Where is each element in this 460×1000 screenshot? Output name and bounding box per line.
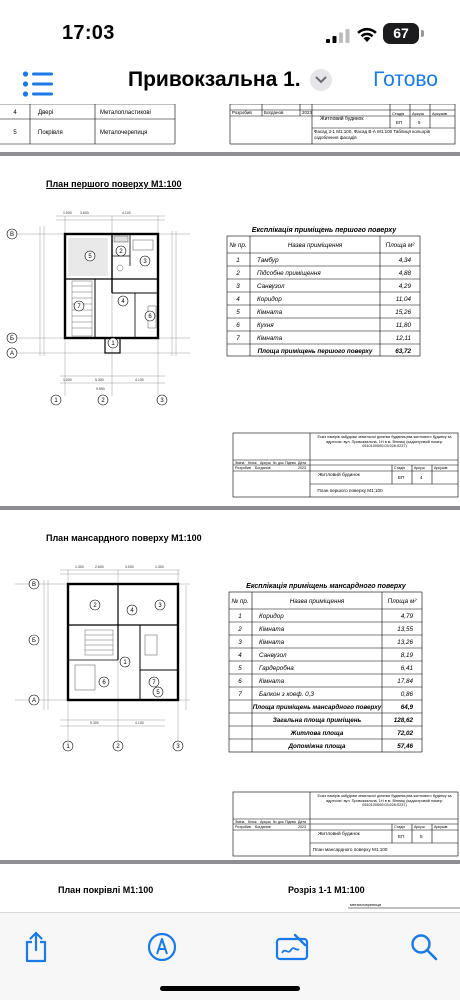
- attic-stamp-col-sheets: Аркушів: [434, 825, 448, 829]
- first-table-row-3-area: 4,29: [398, 283, 411, 290]
- attic-stamp-col-5: Дата: [298, 820, 306, 824]
- attic-stamp-sheet: 5: [420, 834, 423, 839]
- first-stamp-object: Житловий будинок: [318, 473, 360, 478]
- attic-total-0-label: Площа приміщень мансардного поверху: [252, 704, 382, 711]
- first-stamp-sheet-title: План першого поверху М1:100: [317, 488, 383, 493]
- first-table-row-6-no: 6: [236, 322, 240, 329]
- cellular-signal-icon: [326, 29, 350, 43]
- first-table-row-3-no: 3: [236, 283, 240, 290]
- strip-col-sheets: Аркушів: [432, 111, 447, 116]
- first-table-row-6-area: 11,80: [395, 322, 411, 329]
- room-6-marker: 6: [148, 314, 152, 320]
- svg-text:4.100: 4.100: [135, 721, 144, 725]
- attic-row-3-area: 13,26: [397, 639, 413, 646]
- attic-stamp-stage: ЕП: [398, 834, 405, 839]
- axis-v-3: А: [9, 351, 15, 357]
- attic-stamp-col-4: Підпис: [285, 820, 297, 824]
- first-table-h-no: № пр.: [229, 242, 247, 249]
- first-table-total-value: 63,72: [395, 348, 411, 355]
- attic-stamp-col-stage: Стадія: [394, 825, 406, 829]
- first-table-row-6-name: Кухня: [257, 322, 274, 329]
- attic-room-4-marker: 4: [130, 608, 134, 614]
- home-indicator: [160, 986, 300, 991]
- attic-row-7-no: 7: [238, 691, 242, 698]
- attic-stamp-role: Розробив: [235, 825, 251, 829]
- attic-room-7-marker: 7: [152, 680, 156, 686]
- axis-h-2: 2: [101, 398, 105, 404]
- strip-stage: ЕП: [396, 120, 403, 125]
- attic-table-h-area: Площа м²: [387, 598, 417, 605]
- list-icon[interactable]: [22, 70, 54, 98]
- battery-indicator: 67: [383, 23, 419, 44]
- attic-stamp-col-0: Зміна: [235, 820, 245, 824]
- page-first-floor: [0, 156, 460, 506]
- document-title-button[interactable]: [128, 68, 332, 92]
- attic-stamp-object: Житловий будинок: [318, 832, 360, 837]
- attic-row-1-name: Коридор: [259, 613, 284, 620]
- attic-room-3-marker: 3: [158, 603, 162, 609]
- attic-row-3-name: Кімната: [259, 639, 285, 646]
- attic-row-2-no: 2: [238, 626, 242, 633]
- first-stamp-role: Розробив: [235, 466, 251, 470]
- axis-h-3: 3: [160, 398, 164, 404]
- first-table-row-2-name: Підсобне приміщення: [257, 270, 321, 277]
- strip-sheet: 5: [418, 120, 421, 125]
- attic-table-h-no: № пр.: [231, 598, 249, 605]
- svg-text:4.100: 4.100: [122, 211, 131, 215]
- svg-text:4.100: 4.100: [135, 378, 144, 382]
- first-table-row-4-name: Коридор: [257, 296, 282, 303]
- attic-total-1-label: Загальна площа приміщень: [272, 717, 362, 724]
- first-table-row-1-no: 1: [236, 257, 240, 264]
- page-attic-floor: [0, 510, 460, 860]
- first-stamp-col-2: Аркуш: [260, 461, 271, 465]
- first-stamp-col-1: Кільк.: [248, 461, 258, 465]
- attic-stamp-col-2: Аркуш: [260, 820, 271, 824]
- room-1-marker: 1: [111, 341, 115, 347]
- attic-total-0-value: 64,9: [400, 704, 413, 711]
- strip-name: Богданов: [264, 110, 284, 115]
- room-4-marker: 4: [121, 299, 125, 305]
- attic-stamp-col-3: № док.: [273, 820, 285, 824]
- attic-stamp-col-1: Кільк.: [248, 820, 258, 824]
- attic-row-4-area: 8,19: [400, 652, 413, 659]
- first-table-row-5-no: 5: [236, 309, 240, 316]
- attic-room-1-marker: 1: [123, 660, 127, 666]
- attic-row-2-area: 13,55: [397, 626, 413, 633]
- strip-row-4-no: 4: [13, 110, 17, 116]
- attic-table-title: Експлікація приміщень мансардного поверху: [246, 583, 406, 590]
- first-table-row-3-name: Санвузол: [257, 283, 285, 290]
- first-table-row-7-no: 7: [236, 335, 240, 342]
- attic-row-5-no: 5: [238, 665, 242, 672]
- first-table-row-1-area: 4,34: [398, 257, 411, 264]
- first-floor-explication-table: [227, 226, 420, 356]
- first-table-row-7-name: Кімната: [257, 335, 283, 342]
- first-floor-plan-title: План першого поверху М1:100: [46, 179, 182, 189]
- first-table-row-2-no: 2: [236, 270, 240, 277]
- attic-stamp-year: 2023: [298, 825, 306, 829]
- attic-stamp-name: Богданов: [255, 825, 271, 829]
- strip-sheet-title: Фасад 3-1 М1:100, Фасад В-А М1:100 Таблиця кольорів оздоблення фасадів: [314, 129, 430, 140]
- svg-text:3.600: 3.600: [80, 211, 89, 215]
- roof-section-sheet: [0, 864, 460, 912]
- search-icon: [410, 933, 438, 961]
- svg-text:1.000: 1.000: [63, 378, 72, 382]
- markup-button[interactable]: [142, 927, 182, 967]
- first-stamp-col-5: Дата: [298, 461, 306, 465]
- attic-row-4-name: Санвузол: [259, 652, 287, 659]
- attic-row-6-no: 6: [238, 678, 242, 685]
- svg-text:1.000: 1.000: [63, 211, 72, 215]
- first-stamp-col-0: Зміна: [235, 461, 245, 465]
- document-title: Привокзальна 1.: [128, 68, 301, 91]
- first-table-row-4-no: 4: [236, 296, 240, 303]
- attic-row-1-no: 1: [238, 613, 242, 620]
- document-viewer[interactable]: [0, 104, 460, 912]
- status-time: 17:03: [62, 22, 115, 44]
- room-5-marker: 5: [88, 254, 92, 260]
- markup-pen-icon: [147, 932, 177, 962]
- first-stamp-col-stage: Стадія: [394, 466, 406, 470]
- svg-text:3.000: 3.000: [125, 565, 134, 569]
- room-3-marker: 3: [143, 259, 147, 265]
- first-table-h-name: Назва приміщення: [287, 242, 343, 249]
- room-2-marker: 2: [119, 249, 123, 255]
- attic-row-5-area: 6,41: [400, 665, 413, 672]
- axis-v-1: В: [9, 232, 15, 238]
- attic-axis-v-2: Б: [32, 638, 36, 644]
- first-stamp-sheet: 4: [420, 475, 423, 480]
- first-table-total-label: Площа приміщень першого поверху: [257, 348, 373, 355]
- first-stamp-description: Ескіз намірів забудови земельної ділянки будівництва житлового будинку за адресою: вул. Привокзальна, 1Н в м. Вінниці (кадастровий номер: 0510100000:03:026:0237): [317, 435, 452, 449]
- attic-title-block: [233, 792, 458, 856]
- attic-row-6-name: Кімната: [259, 678, 285, 685]
- attic-room-5-marker: 5: [156, 690, 160, 696]
- svg-text:5.300: 5.300: [95, 378, 104, 382]
- roof-material-note: металочерепиця: [350, 902, 381, 907]
- attic-axis-h-3: 3: [176, 744, 180, 750]
- attic-plan-drawing: [15, 565, 190, 751]
- svg-text:1.300: 1.300: [75, 565, 84, 569]
- navigation-bar: [0, 56, 460, 106]
- status-bar: [0, 0, 460, 56]
- attic-total-3-label: Допоміжна площа: [288, 743, 346, 750]
- attic-row-4-no: 4: [238, 652, 242, 659]
- first-stamp-year: 2023: [298, 466, 306, 470]
- attic-row-7-name: Балкон з коеф. 0,3: [259, 691, 314, 698]
- first-table-row-5-area: 15,26: [395, 309, 411, 316]
- strip-row-4-name: Двері: [38, 110, 54, 116]
- first-table-row-2-area: 4,88: [398, 270, 411, 277]
- first-stamp-name: Богданов: [255, 466, 271, 470]
- attic-floor-sheet: [0, 510, 460, 860]
- attic-row-5-name: Гардеробна: [259, 665, 294, 672]
- first-table-row-1-name: Тамбур: [257, 257, 279, 264]
- strip-row-5-name: Покрівля: [38, 130, 63, 136]
- first-stamp-col-sheets: Аркушів: [434, 466, 448, 470]
- first-stamp-col-3: № док.: [273, 461, 285, 465]
- attic-total-3-value: 57,46: [397, 743, 413, 750]
- page-fragment-top: [0, 104, 460, 152]
- first-table-h-area: Площа м²: [385, 242, 415, 249]
- attic-row-6-area: 17,84: [397, 678, 413, 685]
- attic-row-1-area: 4,79: [400, 613, 413, 620]
- strip-row-4-material: Металопластикові: [100, 110, 151, 116]
- room-7-marker: 7: [77, 304, 81, 310]
- chevron-down-icon[interactable]: [310, 69, 332, 91]
- roof-plan-title: План покрівлі М1:100: [58, 885, 154, 895]
- attic-room-2-marker: 2: [93, 603, 97, 609]
- signature-button[interactable]: [272, 927, 312, 967]
- first-stamp-col-sheet: Аркуш: [414, 466, 425, 470]
- strip-object: Житловий будинок: [320, 116, 364, 122]
- strip-col-sheet: Аркуш: [412, 111, 424, 116]
- strip-role: Розробив: [232, 110, 252, 115]
- done-button[interactable]: Готово: [373, 68, 438, 91]
- attic-total-1-value: 128,62: [393, 717, 413, 724]
- strip-row-5-material: Металочерепиця: [100, 130, 148, 136]
- first-table-row-7-area: 12,11: [395, 335, 411, 342]
- svg-text:9.550: 9.550: [96, 387, 105, 391]
- axis-v-2: Б: [10, 336, 14, 342]
- facade-sheet-stamp: [0, 104, 460, 152]
- first-floor-title-block: [233, 433, 458, 497]
- share-button[interactable]: [16, 927, 56, 967]
- attic-axis-h-2: 2: [116, 744, 120, 750]
- first-table-row-5-name: Кімната: [257, 309, 283, 316]
- first-table-row-4-area: 11,04: [395, 296, 411, 303]
- attic-row-7-area: 0,86: [400, 691, 413, 698]
- first-stamp-col-4: Підпис: [285, 461, 297, 465]
- attic-axis-v-1: В: [31, 582, 37, 588]
- axis-h-1: 1: [54, 398, 58, 404]
- attic-room-6-marker: 6: [102, 680, 106, 686]
- signature-icon: [275, 933, 309, 961]
- attic-table-h-name: Назва приміщення: [289, 598, 345, 605]
- strip-row-5-no: 5: [13, 130, 17, 136]
- attic-plan-title: План мансардного поверху М1:100: [46, 533, 202, 543]
- attic-stamp-sheet-title: План мансардного поверху М1:100: [312, 847, 388, 852]
- share-icon: [23, 931, 49, 963]
- attic-axis-v-3: А: [31, 698, 37, 704]
- first-floor-table-title: Експлікація приміщень першого поверху: [251, 227, 397, 234]
- attic-row-3-no: 3: [238, 639, 242, 646]
- wifi-icon: [356, 26, 378, 43]
- svg-text:5.300: 5.300: [90, 721, 99, 725]
- svg-text:2.600: 2.600: [95, 565, 104, 569]
- first-floor-sheet: [0, 156, 460, 506]
- page-roof-section: [0, 864, 460, 912]
- section-title: Розріз 1-1 М1:100: [288, 885, 365, 895]
- attic-total-2-label: Житлова площа: [290, 730, 344, 737]
- attic-row-2-name: Кімната: [259, 626, 285, 633]
- attic-stamp-description: Ескіз намірів забудови земельної ділянки будівництва житлового будинку за адресою: вул. Привокзальна, 1Н в м. Вінниці (кадастровий номер: 0510100000:03:026:0237): [317, 794, 452, 808]
- strip-year: 2023: [302, 110, 313, 115]
- attic-explication-table: [229, 582, 422, 752]
- search-button[interactable]: [404, 927, 444, 967]
- first-floor-plan-drawing: [7, 211, 190, 405]
- first-stamp-stage: ЕП: [398, 475, 405, 480]
- attic-stamp-col-sheet: Аркуш: [414, 825, 425, 829]
- attic-total-2-value: 72,02: [397, 730, 413, 737]
- svg-text:1.300: 1.300: [155, 565, 164, 569]
- strip-col-stage: Стадія: [392, 111, 405, 116]
- bottom-toolbar: [0, 912, 460, 1000]
- attic-axis-h-1: 1: [66, 744, 70, 750]
